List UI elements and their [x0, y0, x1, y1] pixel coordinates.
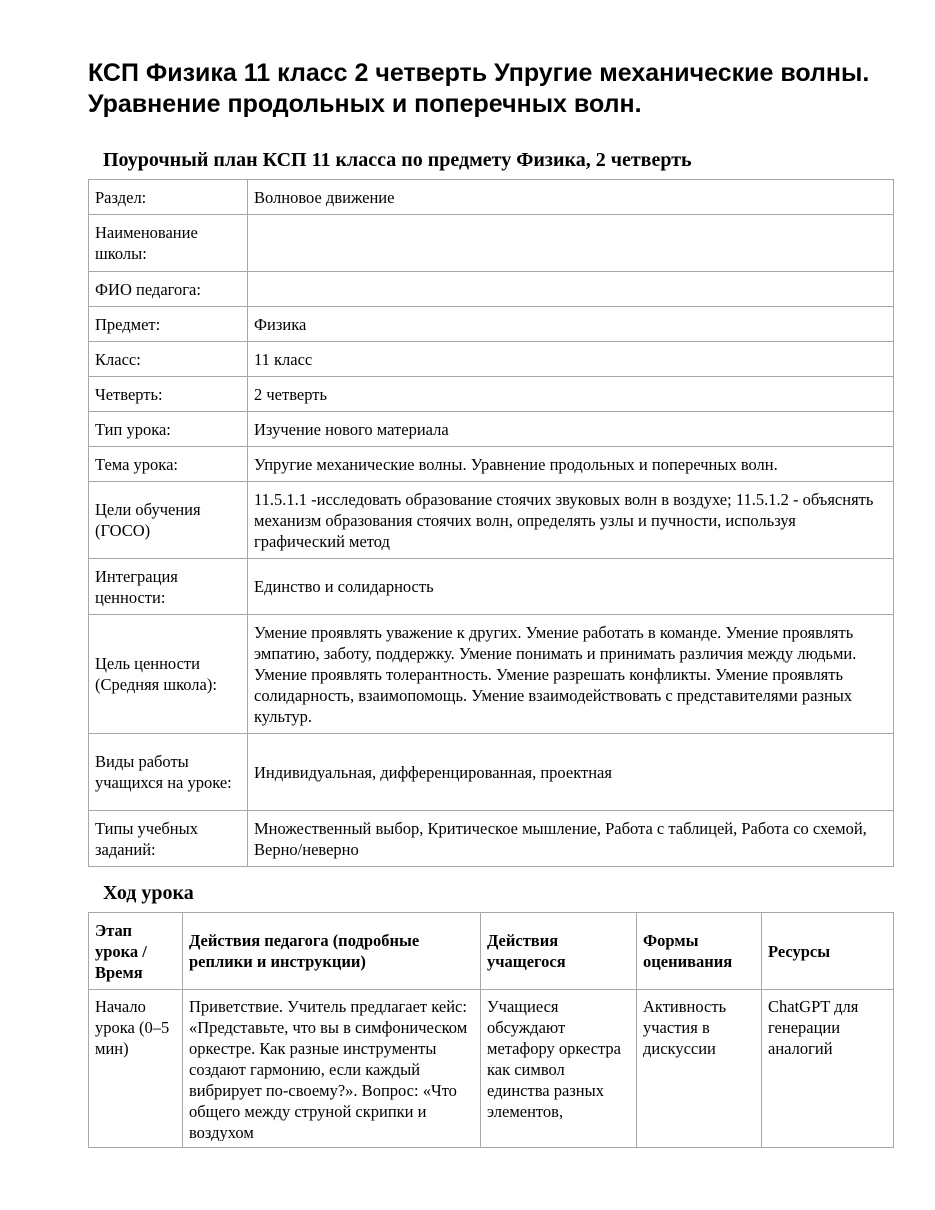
info-label: ФИО педагога:: [89, 272, 248, 307]
info-value: Индивидуальная, дифференцированная, проектная: [248, 734, 894, 811]
course-heading: Ход урока: [103, 882, 194, 904]
info-label: Наименование школы:: [89, 215, 248, 272]
header-resources: Ресурсы: [762, 913, 894, 990]
stage-cell: [89, 990, 183, 1148]
info-row-learning-goals: [89, 482, 894, 559]
info-row-section: [89, 180, 894, 215]
info-value: Единство и солидарность: [248, 559, 894, 615]
info-row-work-types: [89, 734, 894, 811]
teacher-cell: [183, 990, 481, 1148]
info-value: Физика: [248, 307, 894, 342]
info-value: 11.5.1.1 -исследовать образование стоячих звуковых волн в воздухе; 11.5.1.2 - объяснять механизм образования стоячих волн, определять узлы и пучности, используя графический метод: [248, 482, 894, 559]
info-row-task-types: [89, 811, 894, 867]
info-value: Упругие механические волны. Уравнение продольных и поперечных волн.: [248, 447, 894, 482]
info-label: Интеграция ценности:: [89, 559, 248, 615]
info-label: Тема урока:: [89, 447, 248, 482]
info-row-grade: [89, 342, 894, 377]
info-label: Типы учебных заданий:: [89, 811, 248, 867]
info-value: Умение проявлять уважение к других. Умение работать в команде. Умение проявлять эмпатию, заботу, поддержку. Умение понимать и принимать различия между людьми. Умение проявлять толерантность. Умение разрешать конфликты. Умение проявлять солидарность, взаимопомощь. Умение взаимодействовать с представителями разных культур.: [248, 615, 894, 734]
resources-cell: [762, 990, 894, 1148]
info-value: [248, 272, 894, 307]
info-row-lesson-topic: [89, 447, 894, 482]
info-row-lesson-type: [89, 412, 894, 447]
lesson-course-table: [88, 912, 894, 1148]
info-row-value-goal: [89, 615, 894, 734]
student-text: Учащиеся обсуждают метафору оркестра как символ единства разных элементов,: [487, 997, 621, 1121]
student-cell: [481, 990, 637, 1148]
resources-text: ChatGPT для генерации аналогий: [768, 997, 859, 1058]
info-value: Множественный выбор, Критическое мышление, Работа с таблицей, Работа со схемой, Верно/неверно: [248, 811, 894, 867]
table-row: [89, 990, 894, 1148]
assessment-cell: [637, 990, 762, 1148]
header-teacher-actions: Действия педагога (подробные реплики и инструкции): [183, 913, 481, 990]
assessment-text: Активность участия в дискуссии: [643, 997, 727, 1058]
plan-heading: Поурочный план КСП 11 класса по предмету Физика, 2 четверть: [103, 149, 692, 171]
info-value: [248, 215, 894, 272]
header-stage: Этап урока / Время: [89, 913, 183, 990]
info-label: Тип урока:: [89, 412, 248, 447]
course-header-row: [89, 913, 894, 990]
info-value: 2 четверть: [248, 377, 894, 412]
info-label: Виды работы учащихся на уроке:: [89, 734, 248, 811]
stage-text: Начало урока (0–5 мин): [95, 997, 170, 1058]
header-assessment: Формы оценивания: [637, 913, 762, 990]
info-label: Четверть:: [89, 377, 248, 412]
info-label: Цели обучения (ГОСО): [89, 482, 248, 559]
document-title: КСП Физика 11 класс 2 четверть Упругие механические волны. Уравнение продольных и поперечных волн.: [88, 59, 870, 118]
info-label: Предмет:: [89, 307, 248, 342]
lesson-info-table: [88, 179, 894, 867]
info-row-subject: [89, 307, 894, 342]
info-label: Класс:: [89, 342, 248, 377]
info-row-teacher: [89, 272, 894, 307]
info-value: Изучение нового материала: [248, 412, 894, 447]
info-row-school: [89, 215, 894, 272]
info-row-quarter: [89, 377, 894, 412]
info-value: 11 класс: [248, 342, 894, 377]
info-label: Раздел:: [89, 180, 248, 215]
header-student-actions: Действия учащегося: [481, 913, 637, 990]
info-row-value-integration: [89, 559, 894, 615]
info-label: Цель ценности (Средняя школа):: [89, 615, 248, 734]
teacher-text: Приветствие. Учитель предлагает кейс: «Представьте, что вы в симфоническом оркестре. Как разные инструменты создают гармонию, если каждый вибрирует по-своему?». Вопрос: «Что общего между струной скрипки и воздухом: [189, 997, 468, 1141]
info-value: Волновое движение: [248, 180, 894, 215]
